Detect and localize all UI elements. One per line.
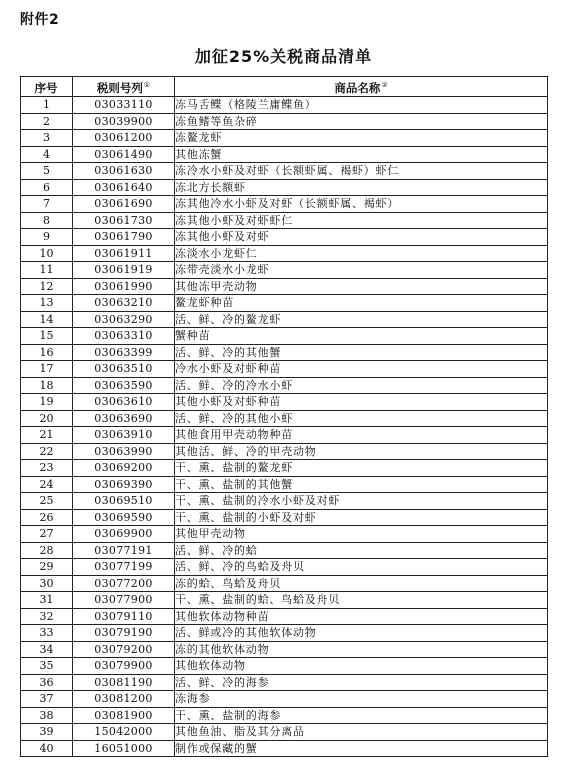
row-seq-cell: 35 (21, 658, 73, 675)
row-tariff-code-cell: 03079200 (73, 641, 175, 658)
row-product-name-cell: 冻鱼鳍等鱼杂碎 (175, 113, 548, 130)
table-row (21, 196, 548, 213)
row-tariff-code-cell: 03077900 (73, 592, 175, 609)
column-header-label: 商品名称 (334, 80, 381, 95)
row-product-name-cell: 冻的其他软体动物 (175, 641, 548, 658)
row-tariff-code-cell: 15042000 (73, 724, 175, 741)
table-row (21, 592, 548, 609)
row-tariff-code-cell: 03063610 (73, 394, 175, 411)
table-row (21, 229, 548, 246)
row-seq-cell: 2 (21, 113, 73, 130)
row-product-name-cell: 冻其他小虾及对虾 (175, 229, 548, 246)
table-row (21, 344, 548, 361)
row-tariff-code-cell: 03081900 (73, 707, 175, 724)
table-row (21, 625, 548, 642)
row-tariff-code-cell: 03069510 (73, 493, 175, 510)
table-row (21, 146, 548, 163)
row-seq-cell: 15 (21, 328, 73, 345)
table-row (21, 608, 548, 625)
row-product-name-cell: 冻其他小虾及对虾虾仁 (175, 212, 548, 229)
table-row (21, 575, 548, 592)
row-seq-cell: 18 (21, 377, 73, 394)
row-tariff-code-cell: 03077199 (73, 559, 175, 576)
row-product-name-cell: 干、熏、盐制的冷水小虾及对虾 (175, 493, 548, 510)
row-tariff-code-cell: 03063990 (73, 443, 175, 460)
row-product-name-cell: 冻淡水小龙虾仁 (175, 245, 548, 262)
row-seq-cell: 37 (21, 691, 73, 708)
row-seq-cell: 3 (21, 130, 73, 147)
row-tariff-code-cell: 16051000 (73, 740, 175, 757)
row-tariff-code-cell: 03069200 (73, 460, 175, 477)
table-row (21, 295, 548, 312)
row-product-name-cell: 冻其他冷水小虾及对虾（长额虾属、褐虾） (175, 196, 548, 213)
row-seq-cell: 39 (21, 724, 73, 741)
attachment-label: 附件2 (20, 12, 60, 28)
row-seq-cell: 14 (21, 311, 73, 328)
table-row (21, 179, 548, 196)
row-seq-cell: 26 (21, 509, 73, 526)
row-product-name-cell: 活、鲜、冷的海参 (175, 674, 548, 691)
row-tariff-code-cell: 03039900 (73, 113, 175, 130)
row-product-name-cell: 活、鲜、冷的其他蟹 (175, 344, 548, 361)
table-row (21, 674, 548, 691)
row-tariff-code-cell: 03063399 (73, 344, 175, 361)
row-product-name-cell: 其他食用甲壳动物种苗 (175, 427, 548, 444)
row-product-name-cell: 其他软体动物种苗 (175, 608, 548, 625)
row-seq-cell: 12 (21, 278, 73, 295)
row-tariff-code-cell: 03061730 (73, 212, 175, 229)
table-row (21, 410, 548, 427)
table-row (21, 212, 548, 229)
row-seq-cell: 8 (21, 212, 73, 229)
table-row (21, 278, 548, 295)
row-product-name-cell: 干、熏、盐制的海参 (175, 707, 548, 724)
row-product-name-cell: 干、熏、盐制的小虾及对虾 (175, 509, 548, 526)
table-row (21, 476, 548, 493)
row-tariff-code-cell: 03061790 (73, 229, 175, 246)
table-row (21, 311, 548, 328)
row-tariff-code-cell: 03077191 (73, 542, 175, 559)
row-product-name-cell: 活、鲜、冷的其他小虾 (175, 410, 548, 427)
row-seq-cell: 28 (21, 542, 73, 559)
row-seq-cell: 33 (21, 625, 73, 642)
row-seq-cell: 11 (21, 262, 73, 279)
row-product-name-cell: 干、熏、盐制的蛤、鸟蛤及舟贝 (175, 592, 548, 609)
row-seq-cell: 7 (21, 196, 73, 213)
column-header-label: 税则号列 (96, 80, 143, 95)
row-product-name-cell: 其他冻甲壳动物 (175, 278, 548, 295)
document-title: 加征25%关税商品清单 (194, 47, 373, 66)
row-seq-cell: 5 (21, 163, 73, 180)
row-product-name-cell: 鳌龙虾种苗 (175, 295, 548, 312)
row-tariff-code-cell: 03077200 (73, 575, 175, 592)
table-body (21, 97, 548, 757)
row-product-name-cell: 活、鲜或冷的其他软体动物 (175, 625, 548, 642)
row-seq-cell: 31 (21, 592, 73, 609)
table-row (21, 443, 548, 460)
footnote-marker: ② (381, 80, 388, 89)
row-tariff-code-cell: 03079900 (73, 658, 175, 675)
row-tariff-code-cell: 03063910 (73, 427, 175, 444)
row-seq-cell: 17 (21, 361, 73, 378)
row-product-name-cell: 冻的蛤、鸟蛤及舟贝 (175, 575, 548, 592)
row-product-name-cell: 冷水小虾及对虾种苗 (175, 361, 548, 378)
row-tariff-code-cell: 03069390 (73, 476, 175, 493)
row-tariff-code-cell: 03063290 (73, 311, 175, 328)
row-seq-cell: 25 (21, 493, 73, 510)
table-row (21, 245, 548, 262)
row-tariff-code-cell: 03081200 (73, 691, 175, 708)
row-seq-cell: 36 (21, 674, 73, 691)
table-row (21, 542, 548, 559)
row-seq-cell: 29 (21, 559, 73, 576)
row-product-name-cell: 干、熏、盐制的其他蟹 (175, 476, 548, 493)
row-tariff-code-cell: 03069900 (73, 526, 175, 543)
row-tariff-code-cell: 03081190 (73, 674, 175, 691)
table-row (21, 493, 548, 510)
table-row (21, 328, 548, 345)
row-seq-cell: 27 (21, 526, 73, 543)
row-tariff-code-cell: 03063590 (73, 377, 175, 394)
row-product-name-cell: 其他小虾及对虾种苗 (175, 394, 548, 411)
row-tariff-code-cell: 03061990 (73, 278, 175, 295)
row-product-name-cell: 其他鱼油、脂及其分离品 (175, 724, 548, 741)
table-row (21, 559, 548, 576)
row-product-name-cell: 冻海参 (175, 691, 548, 708)
table-row (21, 427, 548, 444)
row-product-name-cell: 冻冷水小虾及对虾（长额虾属、褐虾）虾仁 (175, 163, 548, 180)
row-product-name-cell: 活、鲜、冷的蛤 (175, 542, 548, 559)
row-tariff-code-cell: 03061640 (73, 179, 175, 196)
column-header-tariff-code (73, 77, 175, 97)
row-tariff-code-cell: 03063310 (73, 328, 175, 345)
row-product-name-cell: 干、熏、盐制的鳌龙虾 (175, 460, 548, 477)
row-seq-cell: 1 (21, 97, 73, 114)
row-tariff-code-cell: 03079190 (73, 625, 175, 642)
table-row (21, 262, 548, 279)
row-seq-cell: 6 (21, 179, 73, 196)
row-product-name-cell: 其他甲壳动物 (175, 526, 548, 543)
row-tariff-code-cell: 03061630 (73, 163, 175, 180)
row-seq-cell: 38 (21, 707, 73, 724)
row-product-name-cell: 冻带壳淡水小龙虾 (175, 262, 548, 279)
table-row (21, 394, 548, 411)
row-seq-cell: 20 (21, 410, 73, 427)
table-row (21, 113, 548, 130)
row-seq-cell: 22 (21, 443, 73, 460)
row-product-name-cell: 冻北方长额虾 (175, 179, 548, 196)
row-tariff-code-cell: 03061490 (73, 146, 175, 163)
table-row (21, 130, 548, 147)
row-seq-cell: 13 (21, 295, 73, 312)
row-tariff-code-cell: 03063510 (73, 361, 175, 378)
table-row (21, 658, 548, 675)
column-header-seq (21, 77, 73, 97)
table-row (21, 377, 548, 394)
row-tariff-code-cell: 03061911 (73, 245, 175, 262)
row-seq-cell: 19 (21, 394, 73, 411)
row-product-name-cell: 冻鳌龙虾 (175, 130, 548, 147)
row-seq-cell: 9 (21, 229, 73, 246)
footnote-marker: ① (143, 80, 151, 89)
row-product-name-cell: 其他冻蟹 (175, 146, 548, 163)
row-tariff-code-cell: 03063210 (73, 295, 175, 312)
row-seq-cell: 40 (21, 740, 73, 757)
row-product-name-cell: 蟹种苗 (175, 328, 548, 345)
table-row (21, 724, 548, 741)
column-header-product-name (175, 77, 548, 97)
row-seq-cell: 4 (21, 146, 73, 163)
row-seq-cell: 16 (21, 344, 73, 361)
table-row (21, 740, 548, 757)
row-seq-cell: 23 (21, 460, 73, 477)
row-seq-cell: 21 (21, 427, 73, 444)
table-row (21, 460, 548, 477)
row-tariff-code-cell: 03061200 (73, 130, 175, 147)
table-row (21, 691, 548, 708)
tariff-list-table (20, 76, 548, 757)
row-product-name-cell: 活、鲜、冷的冷水小虾 (175, 377, 548, 394)
row-seq-cell: 34 (21, 641, 73, 658)
row-tariff-code-cell: 03063690 (73, 410, 175, 427)
row-product-name-cell: 活、鲜、冷的鸟蛤及舟贝 (175, 559, 548, 576)
row-product-name-cell: 制作或保藏的蟹 (175, 740, 548, 757)
row-product-name-cell: 其他软体动物 (175, 658, 548, 675)
table-row (21, 509, 548, 526)
row-seq-cell: 32 (21, 608, 73, 625)
column-header-label: 序号 (34, 80, 58, 95)
table-row (21, 163, 548, 180)
row-product-name-cell: 冻马舌鲽（格陵兰庸鲽鱼） (175, 97, 548, 114)
row-seq-cell: 10 (21, 245, 73, 262)
row-product-name-cell: 活、鲜、冷的鳌龙虾 (175, 311, 548, 328)
table-row (21, 707, 548, 724)
row-tariff-code-cell: 03069590 (73, 509, 175, 526)
row-tariff-code-cell: 03061919 (73, 262, 175, 279)
table-row (21, 361, 548, 378)
row-seq-cell: 24 (21, 476, 73, 493)
table-row (21, 526, 548, 543)
table-row (21, 641, 548, 658)
row-tariff-code-cell: 03061690 (73, 196, 175, 213)
table-header-row (21, 77, 548, 97)
table-row (21, 97, 548, 114)
row-tariff-code-cell: 03033110 (73, 97, 175, 114)
row-tariff-code-cell: 03079110 (73, 608, 175, 625)
row-seq-cell: 30 (21, 575, 73, 592)
row-product-name-cell: 其他活、鲜、冷的甲壳动物 (175, 443, 548, 460)
